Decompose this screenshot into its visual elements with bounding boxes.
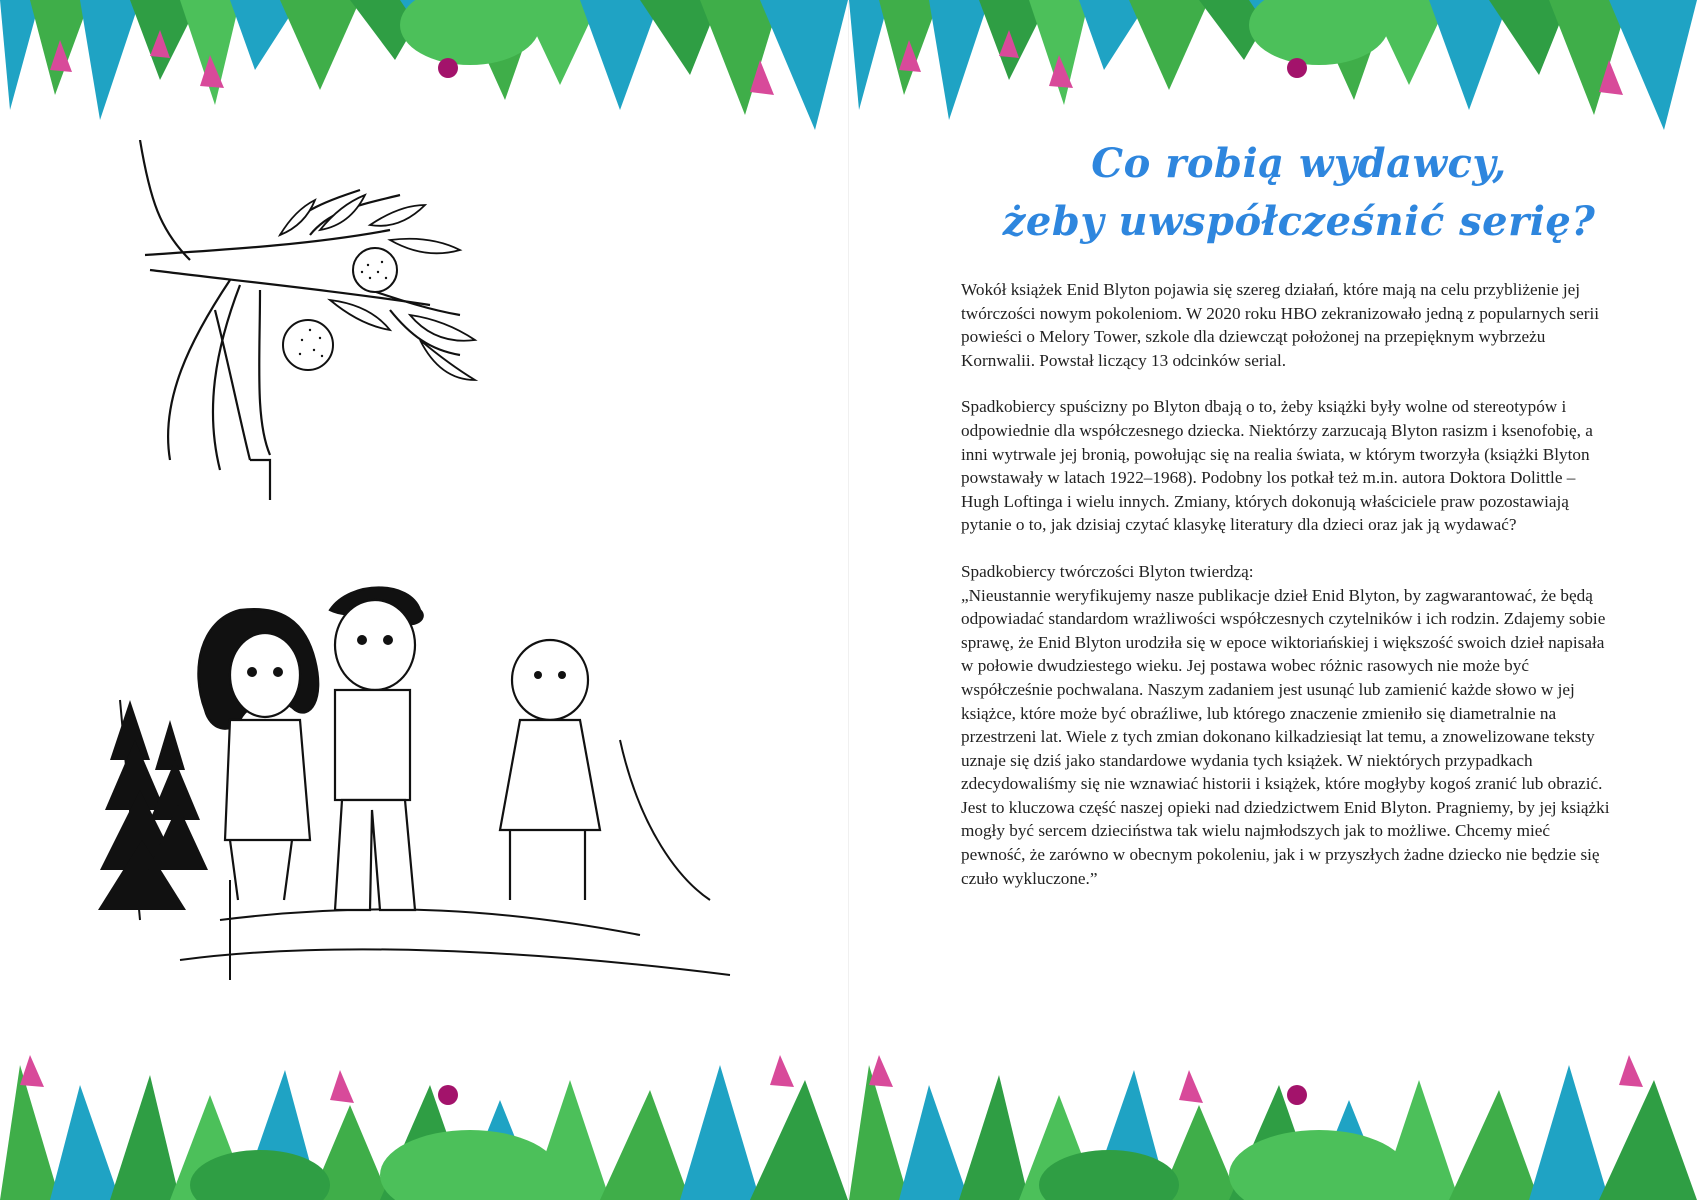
foliage-border-bottom-right (849, 1025, 1697, 1200)
title-line-1: Co robią wydawcy, (1091, 139, 1507, 187)
foliage-border-top-left (0, 0, 848, 150)
foliage-border-bottom-left (0, 1025, 848, 1200)
tree-branch-illustration (130, 140, 510, 500)
left-page (0, 0, 848, 1200)
paragraph-3 (961, 560, 1611, 890)
article-body (961, 278, 1611, 913)
paragraph-3-quote: „Nieustannie weryfikujemy nasze publikacje dzieł Enid Blyton, by zagwarantować, że będą odpowiadać standardom wrażliwości współczesnych czytelników i ich rodzin. Zdajemy sobie sprawę, że Enid Blyton urodziła się w epoce wiktoriańskiej i większość swoich dzieł napisała w połowie dwudziestego wieku. Jej postawa wobec różnic rasowych nie może być współcześnie pochwalana. Naszym zadaniem jest usunąć lub zamienić każde słowo w jej książce, które może być obraźliwe, lub którego znaczenie zmieniło się diametralnie na przestrzeni lat. Wiele z tych zmian dokonano kilkadziesiąt lat temu, a znowelizowane teksty uznaje się dziś jako standardowe wydania tych książek. W niektórych przypadkach zdecydowaliśmy się nie wznawiać historii i książek, które mogłyby kogoś zranić lub obrazić. Jest to kluczowa część naszej opieki nad dziedzictwem Enid Blyton. Pragniemy, by jej książki mogły być sercem dzieciństwa tak wielu najmłodszych jak to możliwe. Chcemy mieć pewność, że zarówno w obecnym pokoleniu, jak i w przyszłych żadne dziecko nie będzie się czuło wykluczone.” (961, 585, 1610, 888)
paragraph-1: Wokół książek Enid Blyton pojawia się szereg działań, które mają na celu przybliżenie jej twórczości nowym pokoleniom. W 2020 roku HBO zekranizowało jedną z popularnych serii powieści o Melory Tower, szkole dla dziewcząt położonej na przepięknym wybrzeżu Kornwalii. Powstał liczący 13 odcinków serial. (961, 280, 1600, 370)
paragraph-3-intro: Spadkobiercy twórczości Blyton twierdzą: (961, 561, 1254, 581)
right-page (849, 0, 1697, 1200)
children-illustration (80, 580, 800, 1030)
title-line-2: żeby uwspółcześnić serię? (1002, 197, 1596, 245)
paragraph-2: Spadkobiercy spuścizny po Blyton dbają o to, żeby książki były wolne od stereotypów i odpowiednie dla współczesnego dziecka. Niektórzy zarzucają Blyton rasizm i ksenofobię, a inni wytrwale jej bronią, powołując się na realia świata, w którym tworzyła (książki Blyton powstawały w latach 1922–1968). Podobny los potkał też m.in. autora Doktora Dolittle – Hugh Loftinga i wielu innych. Zmiany, których dokonują właściciele praw pozostawiają pytanie o to, jak dzisiaj czytać klasykę literatury dla dzieci oraz jak ją wydawać? (961, 397, 1593, 535)
foliage-border-top-right (849, 0, 1697, 150)
page-title (969, 135, 1629, 251)
